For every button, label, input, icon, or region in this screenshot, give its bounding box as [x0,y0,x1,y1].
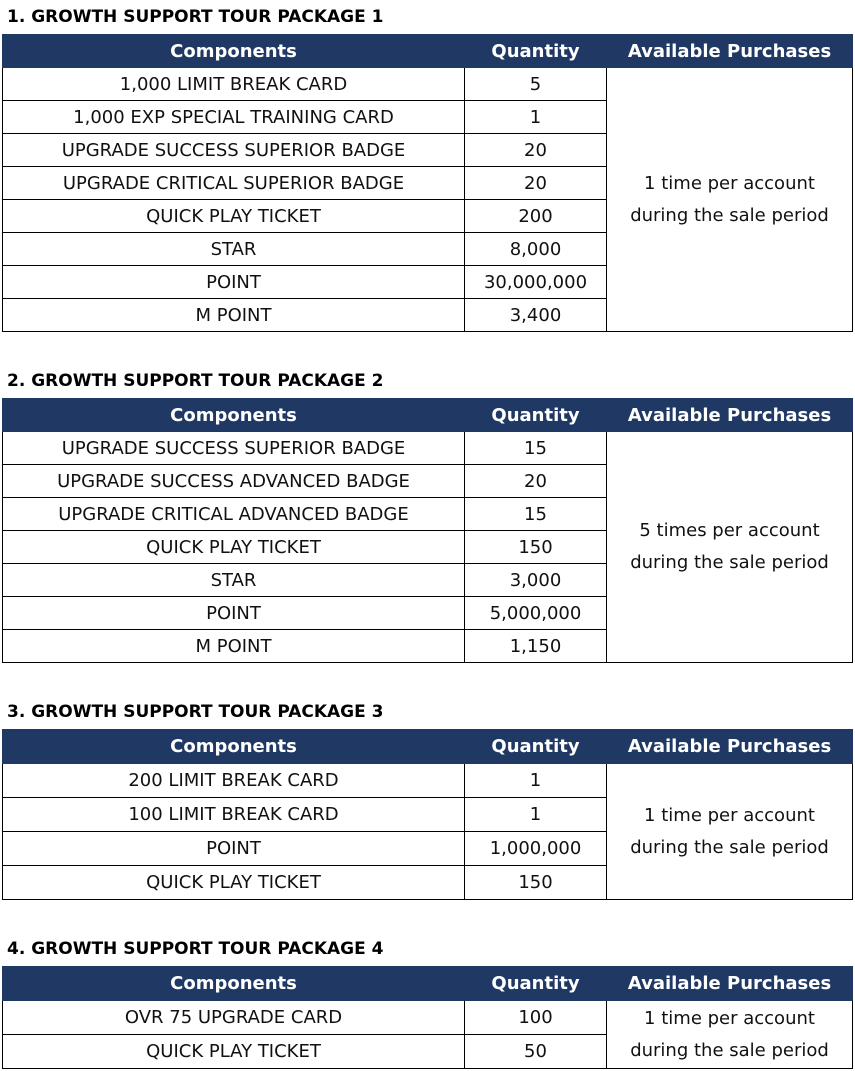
component-cell: STAR [3,564,465,597]
component-cell: 100 LIMIT BREAK CARD [3,798,465,832]
component-cell: 1,000 EXP SPECIAL TRAINING CARD [3,101,465,134]
available-purchases-cell [607,432,853,663]
table-header-row [3,399,853,432]
header-available-purchases: Available Purchases [607,35,853,68]
quantity-cell: 5,000,000 [465,597,607,630]
component-cell: M POINT [3,630,465,663]
component-cell: POINT [3,832,465,866]
header-components: Components [3,967,465,1001]
quantity-cell: 15 [465,432,607,465]
purchase-period-text: during the sale period [630,836,829,858]
component-cell: M POINT [3,299,465,332]
table-header-row [3,730,853,764]
header-components: Components [3,35,465,68]
available-purchases-cell [607,68,853,332]
quantity-cell: 15 [465,498,607,531]
quantity-cell: 200 [465,200,607,233]
purchase-limit-text: 5 times per account [639,520,820,541]
quantity-cell: 3,000 [465,564,607,597]
package-table [2,729,853,900]
available-purchases-cell [607,764,853,900]
component-cell: POINT [3,597,465,630]
quantity-cell: 150 [465,866,607,900]
quantity-cell: 1 [465,101,607,134]
quantity-cell: 1,150 [465,630,607,663]
package-title: 1. GROWTH SUPPORT TOUR PACKAGE 1 [7,7,384,27]
table-row [3,68,853,101]
header-quantity: Quantity [465,730,607,764]
package-title: 3. GROWTH SUPPORT TOUR PACKAGE 3 [7,702,384,722]
component-cell: UPGRADE CRITICAL SUPERIOR BADGE [3,167,465,200]
purchase-period-text: during the sale period [630,552,829,573]
header-components: Components [3,730,465,764]
component-cell: UPGRADE CRITICAL ADVANCED BADGE [3,498,465,531]
component-cell: STAR [3,233,465,266]
component-cell: QUICK PLAY TICKET [3,200,465,233]
component-cell: 1,000 LIMIT BREAK CARD [3,68,465,101]
purchase-period-text: during the sale period [630,1039,829,1061]
component-cell: QUICK PLAY TICKET [3,1035,465,1069]
quantity-cell: 1 [465,764,607,798]
table-row [3,432,853,465]
table-header-row [3,967,853,1001]
quantity-cell: 3,400 [465,299,607,332]
available-purchases-cell [607,1001,853,1069]
component-cell: QUICK PLAY TICKET [3,531,465,564]
header-available-purchases: Available Purchases [607,730,853,764]
quantity-cell: 100 [465,1001,607,1035]
quantity-cell: 20 [465,167,607,200]
quantity-cell: 1 [465,798,607,832]
purchase-limit-text: 1 time per account [644,172,815,194]
component-cell: UPGRADE SUCCESS ADVANCED BADGE [3,465,465,498]
quantity-cell: 1,000,000 [465,832,607,866]
purchase-limit-text: 1 time per account [644,1007,815,1029]
header-available-purchases: Available Purchases [607,399,853,432]
quantity-cell: 20 [465,134,607,167]
package-title: 2. GROWTH SUPPORT TOUR PACKAGE 2 [7,371,384,391]
component-cell: POINT [3,266,465,299]
component-cell: OVR 75 UPGRADE CARD [3,1001,465,1035]
package-table [2,398,853,663]
package-table [2,966,853,1069]
purchase-period-text: during the sale period [630,204,829,226]
component-cell: UPGRADE SUCCESS SUPERIOR BADGE [3,134,465,167]
quantity-cell: 8,000 [465,233,607,266]
package-table [2,34,853,332]
quantity-cell: 20 [465,465,607,498]
header-components: Components [3,399,465,432]
header-available-purchases: Available Purchases [607,967,853,1001]
component-cell: UPGRADE SUCCESS SUPERIOR BADGE [3,432,465,465]
quantity-cell: 5 [465,68,607,101]
header-quantity: Quantity [465,35,607,68]
header-quantity: Quantity [465,967,607,1001]
table-header-row [3,35,853,68]
purchase-limit-text: 1 time per account [644,804,815,826]
table-row [3,764,853,798]
quantity-cell: 150 [465,531,607,564]
component-cell: QUICK PLAY TICKET [3,866,465,900]
header-quantity: Quantity [465,399,607,432]
table-row [3,1001,853,1035]
quantity-cell: 30,000,000 [465,266,607,299]
component-cell: 200 LIMIT BREAK CARD [3,764,465,798]
quantity-cell: 50 [465,1035,607,1069]
package-title: 4. GROWTH SUPPORT TOUR PACKAGE 4 [7,939,384,959]
